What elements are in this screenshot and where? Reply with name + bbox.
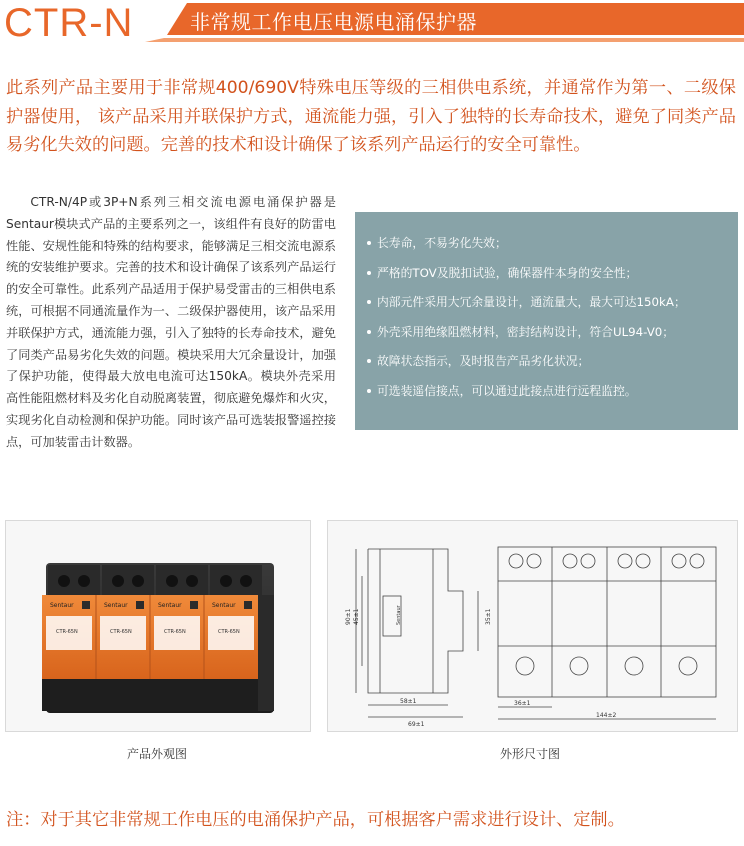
svg-text:35±1: 35±1 — [485, 608, 492, 625]
bullet-icon — [367, 330, 371, 334]
description-paragraph: CTR-N/4P或3P+N系列三相交流电源电涌保护器是Sentaur模块式产品的主要系列之一，该组件有良好的防雷电性能、安规性能和特殊的结构要求，能够满足三相交流电源系统的安装维护要求。完善的技术和设计确保了该系列产品运行的安全可靠性。此系列产品适用于保护易受雷击的三相供电系统，可根据不同通流量作为一、二级保护器使用，该产品采用并联保护方式，通流能力强，引入了独特的长寿命技术，避免了同类产品易劣化失效的问题。模块采用大冗余量设计，加强了保护功能，使得最大放电电流可达150kA。模块外壳采用高性能阻燃材料及劣化自动脱离装置，彻底避免爆炸和火灾，实现劣化自动检测和保护功能。同时该产品可选装报警遥控接点，可加装雷击计数器。 — [6, 195, 336, 449]
custom-note: 注：对于其它非常规工作电压的电涌保护产品，可根据客户需求进行设计、定制。 — [6, 810, 625, 830]
bullet-icon — [367, 359, 371, 363]
svg-text:45±1: 45±1 — [353, 608, 360, 625]
svg-text:CTR-65N: CTR-65N — [218, 629, 240, 635]
dimension-drawing — [328, 521, 739, 733]
svg-text:Sentaur: Sentaur — [396, 605, 402, 625]
feature-item: 内部元件采用大冗余量设计，通流量大，最大可达150kA； — [355, 293, 738, 323]
svg-text:Sentaur: Sentaur — [212, 602, 236, 609]
svg-text:69±1: 69±1 — [408, 721, 425, 728]
intro-paragraph: 此系列产品主要用于非常规400/690V特殊电压等级的三相供电系统，并通常作为第一、二级保护器使用， 该产品采用并联保护方式，通流能力强，引入了独特的长寿命技术，避免了同类产品易劣化失效的问题。完善的技术和设计确保了该系列产品运行的安全可靠性。 — [6, 78, 736, 155]
svg-text:36±1: 36±1 — [514, 700, 531, 707]
drawing-caption: 外形尺寸图 — [500, 747, 561, 761]
feature-item: 外壳采用绝缘阻燃材料，密封结构设计，符合UL94-V0； — [355, 323, 738, 353]
front-view — [498, 547, 716, 719]
svg-text:Sentaur: Sentaur — [104, 602, 128, 609]
product-photo — [6, 521, 312, 733]
header — [0, 0, 744, 46]
page-title: 非常规工作电压电源电涌保护器 — [190, 10, 477, 34]
feature-item: 可选装遥信接点，可以通过此接点进行远程监控。 — [355, 382, 738, 412]
svg-text:58±1: 58±1 — [400, 698, 417, 705]
module-row — [42, 595, 258, 679]
svg-text:Sentaur: Sentaur — [158, 602, 182, 609]
svg-text:Sentaur: Sentaur — [50, 602, 74, 609]
bullet-icon — [367, 271, 371, 275]
product-code: CTR-N — [4, 1, 134, 45]
bullet-icon — [367, 241, 371, 245]
svg-text:144±2: 144±2 — [596, 712, 617, 719]
feature-list — [355, 234, 738, 411]
feature-item: 严格的TOV及脱扣试验，确保器件本身的安全性； — [355, 264, 738, 294]
feature-item: 长寿命，不易劣化失效； — [355, 234, 738, 264]
features-box — [355, 212, 738, 430]
dimension-drawing-panel — [327, 520, 738, 732]
svg-text:CTR-65N: CTR-65N — [110, 629, 132, 635]
feature-item: 故障状态指示，及时报告产品劣化状况； — [355, 352, 738, 382]
product-photo-panel — [5, 520, 311, 732]
svg-text:CTR-65N: CTR-65N — [164, 629, 186, 635]
bullet-icon — [367, 389, 371, 393]
svg-text:90±1: 90±1 — [345, 608, 352, 625]
side-view — [345, 549, 492, 728]
photo-caption: 产品外观图 — [127, 747, 188, 761]
bullet-icon — [367, 300, 371, 304]
svg-text:CTR-65N: CTR-65N — [56, 629, 78, 635]
